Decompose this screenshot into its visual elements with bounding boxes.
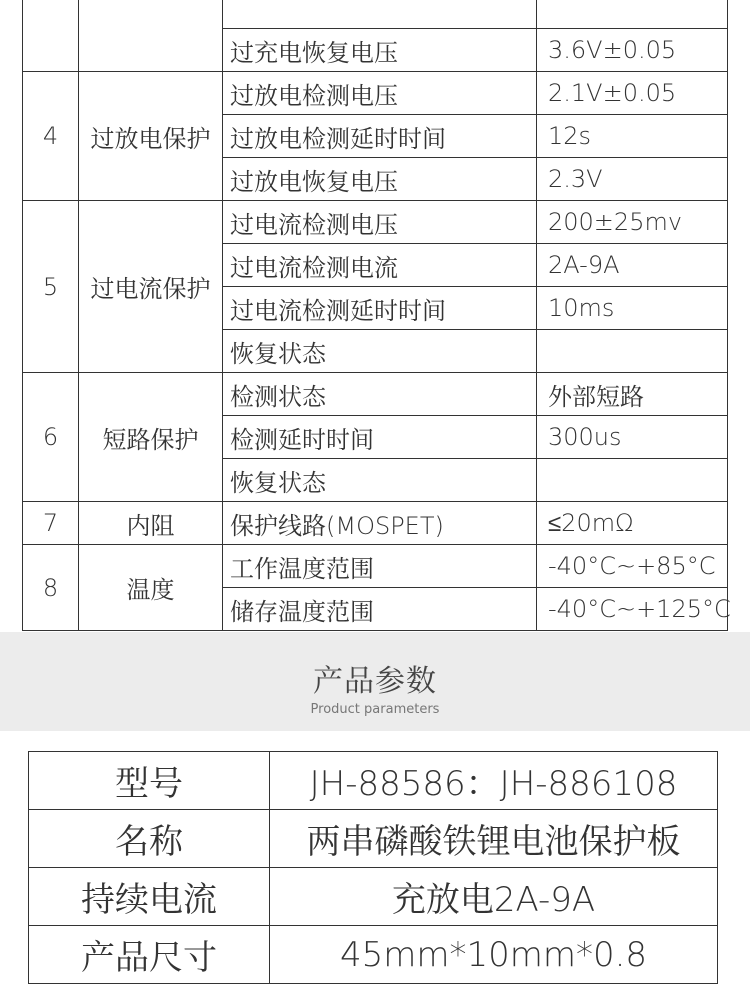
row-value: -40°C~+125°C bbox=[537, 588, 728, 631]
row-number: 6 bbox=[23, 373, 79, 502]
param-label: 名称 bbox=[29, 810, 270, 868]
param-value: 45mm*10mm*0.8 bbox=[270, 926, 718, 984]
row-category: 短路保护 bbox=[79, 373, 223, 502]
table-row bbox=[29, 810, 718, 868]
row-value bbox=[537, 330, 728, 373]
row-number bbox=[23, 0, 79, 72]
row-value: 3.6V±0.05 bbox=[537, 29, 728, 72]
param-value: 两串磷酸铁锂电池保护板 bbox=[270, 810, 718, 868]
row-item: 工作温度范围 bbox=[223, 545, 537, 588]
row-item: 过电流检测电流 bbox=[223, 244, 537, 287]
param-label: 型号 bbox=[29, 752, 270, 810]
row-category: 过电流保护 bbox=[79, 201, 223, 373]
row-value: ≤20mΩ bbox=[537, 502, 728, 545]
table-row bbox=[23, 72, 728, 115]
table-row bbox=[29, 752, 718, 810]
table-row bbox=[29, 926, 718, 984]
row-item: 恢复状态 bbox=[223, 330, 537, 373]
table-row bbox=[29, 868, 718, 926]
param-value: JH-88586：JH-886108 bbox=[270, 752, 718, 810]
row-item: 恢复状态 bbox=[223, 459, 537, 502]
section-title: 产品参数 bbox=[313, 664, 437, 699]
section-subtitle: Product parameters bbox=[310, 702, 440, 717]
row-number: 8 bbox=[23, 545, 79, 631]
table-row bbox=[23, 0, 728, 29]
param-value: 充放电2A-9A bbox=[270, 868, 718, 926]
row-number: 4 bbox=[23, 72, 79, 201]
row-category: 内阻 bbox=[79, 502, 223, 545]
table-row bbox=[23, 373, 728, 416]
row-value: 2A-9A bbox=[537, 244, 728, 287]
param-table bbox=[28, 751, 718, 984]
section-banner bbox=[0, 632, 750, 731]
row-item: 过放电检测延时时间 bbox=[223, 115, 537, 158]
table-row bbox=[23, 545, 728, 588]
row-value: 外部短路 bbox=[537, 373, 728, 416]
param-label: 产品尺寸 bbox=[29, 926, 270, 984]
row-value: 300us bbox=[537, 416, 728, 459]
row-item: 过放电检测电压 bbox=[223, 72, 537, 115]
row-item bbox=[223, 0, 537, 29]
row-item: 过电流检测延时时间 bbox=[223, 287, 537, 330]
row-item: 检测延时时间 bbox=[223, 416, 537, 459]
row-value: -40°C~+85°C bbox=[537, 545, 728, 588]
row-item: 过充电恢复电压 bbox=[223, 29, 537, 72]
row-category: 温度 bbox=[79, 545, 223, 631]
row-value bbox=[537, 0, 728, 29]
row-item: 储存温度范围 bbox=[223, 588, 537, 631]
row-category bbox=[79, 0, 223, 72]
row-category: 过放电保护 bbox=[79, 72, 223, 201]
row-value: 12s bbox=[537, 115, 728, 158]
row-value: 2.3V bbox=[537, 158, 728, 201]
row-number: 5 bbox=[23, 201, 79, 373]
row-value: 2.1V±0.05 bbox=[537, 72, 728, 115]
row-item: 过放电恢复电压 bbox=[223, 158, 537, 201]
row-value bbox=[537, 459, 728, 502]
row-item: 检测状态 bbox=[223, 373, 537, 416]
table-row bbox=[23, 502, 728, 545]
spec-table bbox=[22, 0, 731, 631]
row-number: 7 bbox=[23, 502, 79, 545]
row-value: 200±25mv bbox=[537, 201, 728, 244]
param-label: 持续电流 bbox=[29, 868, 270, 926]
row-item: 过电流检测电压 bbox=[223, 201, 537, 244]
table-row bbox=[23, 201, 728, 244]
row-item: 保护线路(MOSPET) bbox=[223, 502, 537, 545]
row-value: 10ms bbox=[537, 287, 728, 330]
